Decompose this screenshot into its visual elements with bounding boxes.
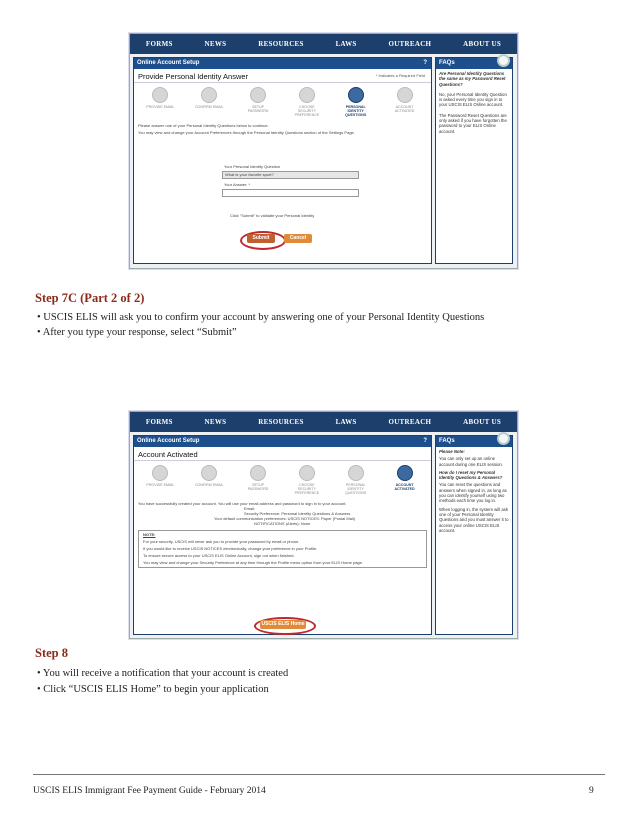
step-setup-password (242, 465, 274, 496)
step-icon (348, 87, 364, 103)
help-icon[interactable]: ? (423, 438, 427, 444)
activation-message: You have successfully created your account. You will use your email address and password to sign in to your account. (138, 500, 347, 506)
step-label: SETUP PASSWORD (247, 483, 269, 492)
submit-instruction: Click "Submit" to validate your Personal Identity (230, 213, 315, 218)
nav-forms[interactable]: FORMS (145, 40, 173, 48)
nav-outreach[interactable]: OUTREACH (388, 418, 432, 426)
step-icon (299, 465, 315, 481)
faq-question-1: Please Note: (439, 449, 465, 454)
step-personal-identity (340, 465, 372, 496)
step-label: PERSONAL IDENTITY QUESTIONS (345, 105, 367, 118)
faq-answer-2: You can reset the questions and answers when signed in, as long as you can identify yourself using two methods each time you log in. (439, 482, 507, 504)
magnifier-icon (497, 54, 510, 67)
submit-button[interactable]: Submit (247, 234, 275, 243)
answer-label: Your Answer: * (224, 182, 251, 187)
panel-header (134, 58, 431, 69)
question-label: Your Personal Identity Question (224, 164, 281, 169)
step-security-preference (291, 465, 323, 496)
step-confirm-email (193, 465, 225, 496)
step-8-bullet-1: • You will receive a notification that your account is created (37, 668, 289, 679)
note-line-3: To ensure secure access to your USCIS ELIS Online Account, sign out when finished. (143, 552, 295, 558)
nav-resources[interactable]: RESOURCES (258, 418, 304, 426)
faq-question: Are Personal Identity Questions the same as my Password Reset Questions? (439, 71, 506, 87)
step-icon (348, 465, 364, 481)
setup-panel (133, 57, 432, 264)
summary-line-1: Email: (244, 505, 256, 511)
faq-answer-1: No, your Personal Identity Question is asked every time you sign in to your USCIS ELIS Online account. (439, 91, 507, 108)
answer-input[interactable] (222, 189, 359, 197)
note-box (138, 530, 427, 568)
step-account-activated (389, 87, 421, 118)
question-value: What is your favorite sport? (225, 172, 274, 177)
step-label: PERSONAL IDENTITY QUESTIONS (345, 483, 367, 496)
setup-panel (133, 435, 432, 635)
screenshot-account-activated (129, 411, 518, 639)
panel-title: Online Account Setup (137, 438, 200, 444)
step-account-activated (389, 465, 421, 496)
step-7c-bullet-1: • USCIS ELIS will ask you to confirm your account by answering one of your Personal Identity Questions (37, 312, 485, 323)
nav-news[interactable]: NEWS (204, 418, 227, 426)
content-area (130, 54, 517, 268)
step-icon (397, 87, 413, 103)
faq-title: FAQs (439, 438, 455, 444)
step-confirm-email (193, 87, 225, 118)
top-nav (130, 412, 517, 432)
step-icon (250, 87, 266, 103)
footer-rule (33, 774, 605, 775)
page-title: Provide Personal Identity Answer (134, 69, 431, 83)
page-title: Account Activated (134, 447, 431, 461)
page-number: 9 (589, 786, 594, 796)
nav-news[interactable]: NEWS (204, 40, 227, 48)
magnifier-icon (497, 432, 510, 445)
nav-laws[interactable]: LAWS (335, 418, 357, 426)
step-setup-password (242, 87, 274, 118)
step-label: ACCOUNT ACTIVATED (394, 105, 415, 114)
nav-resources[interactable]: RESOURCES (258, 40, 304, 48)
progress-steps (134, 461, 431, 496)
step-label: CONFIRM EMAIL (194, 105, 224, 109)
faq-title: FAQs (439, 60, 455, 66)
panel-header (134, 436, 431, 447)
faq-answer-1: You can only set up an online account during one ELIS session. (439, 456, 504, 467)
nav-outreach[interactable]: OUTREACH (388, 40, 432, 48)
faq-panel (435, 435, 513, 635)
nav-about-us[interactable]: ABOUT US (463, 418, 502, 426)
summary-line-3: Your default communication preferences: USCIS NOTICES: Paper (Postal Mail) (214, 515, 356, 521)
step-icon (201, 465, 217, 481)
nav-forms[interactable]: FORMS (145, 418, 173, 426)
step-personal-identity (340, 87, 372, 118)
note-line-2: If you would like to receive USCIS NOTICES electronically, change your preference in your Profile. (143, 545, 318, 551)
summary-line-4: NOTIFICATIONS (Alerts): None (254, 520, 311, 526)
intro-text-1: Please answer one of your Personal Identity Questions below to continue. (138, 122, 269, 128)
summary-line-2: Security Preference: Personal Identity Questions & Answers (244, 510, 351, 516)
step-label: CHOOSE SECURITY PREFERENCE (294, 483, 320, 496)
content-area (130, 432, 517, 638)
step-security-preference (291, 87, 323, 118)
step-7c-heading: Step 7C (Part 2 of 2) (35, 291, 145, 305)
faq-question-2: How do I reset my Personal Identity Questions & Answers? (439, 469, 503, 481)
faq-header (436, 436, 512, 447)
step-provide-email (144, 87, 176, 118)
step-label: CONFIRM EMAIL (194, 483, 224, 487)
faq-answer-2: The Password Reset Questions are only asked if you have forgotten the password to your ELIS Online account. (439, 112, 507, 134)
footer-text: USCIS ELIS Immigrant Fee Payment Guide - February 2014 (33, 786, 266, 796)
step-icon (397, 465, 413, 481)
step-7c-bullet-2: • After you type your response, select “Submit” (37, 327, 237, 338)
faq-header (436, 58, 512, 69)
nav-laws[interactable]: LAWS (335, 40, 357, 48)
step-label: SETUP PASSWORD (247, 105, 269, 114)
screenshot-personal-identity (129, 33, 518, 269)
step-provide-email (144, 465, 176, 496)
step-8-bullet-2: • Click “USCIS ELIS Home” to begin your application (37, 684, 269, 695)
nav-about-us[interactable]: ABOUT US (463, 40, 502, 48)
question-field (222, 171, 359, 179)
step-label: CHOOSE SECURITY PREFERENCE (294, 105, 320, 118)
step-8-heading: Step 8 (35, 646, 68, 660)
faq-body (436, 69, 512, 136)
top-nav (130, 34, 517, 54)
step-icon (250, 465, 266, 481)
faq-answer-3: When logging in, the system will ask one of your Personal Identity Questions and you must answer it to access your online USCIS ELIS account. (439, 506, 509, 533)
step-label: PROVIDE EMAIL (146, 483, 175, 487)
faq-panel (435, 57, 513, 264)
uscis-elis-home-button[interactable]: USCIS ELIS Home (261, 621, 305, 627)
cancel-button[interactable]: Cancel (284, 234, 312, 243)
progress-steps (134, 83, 431, 118)
note-line-4: You may view and change your Security Preference at any time through the Profile menu option from your ELIS Home page. (143, 559, 363, 565)
intro-text-2: You may view and change your Account Preferences through the Personal Identity Questions section of the Settings Page. (138, 129, 355, 135)
note-line-1: For your security, USCIS will never ask you to provide your password by email or phone. (143, 538, 300, 544)
note-title: NOTE: (143, 531, 156, 537)
step-icon (201, 87, 217, 103)
step-label: ACCOUNT ACTIVATED (394, 483, 415, 492)
help-icon[interactable]: ? (423, 60, 427, 66)
step-icon (299, 87, 315, 103)
step-icon (152, 87, 168, 103)
step-label: PROVIDE EMAIL (146, 105, 175, 109)
required-note: * Indicates a Required Field (375, 73, 425, 78)
step-icon (152, 465, 168, 481)
faq-body (436, 447, 512, 535)
panel-title: Online Account Setup (137, 60, 200, 66)
